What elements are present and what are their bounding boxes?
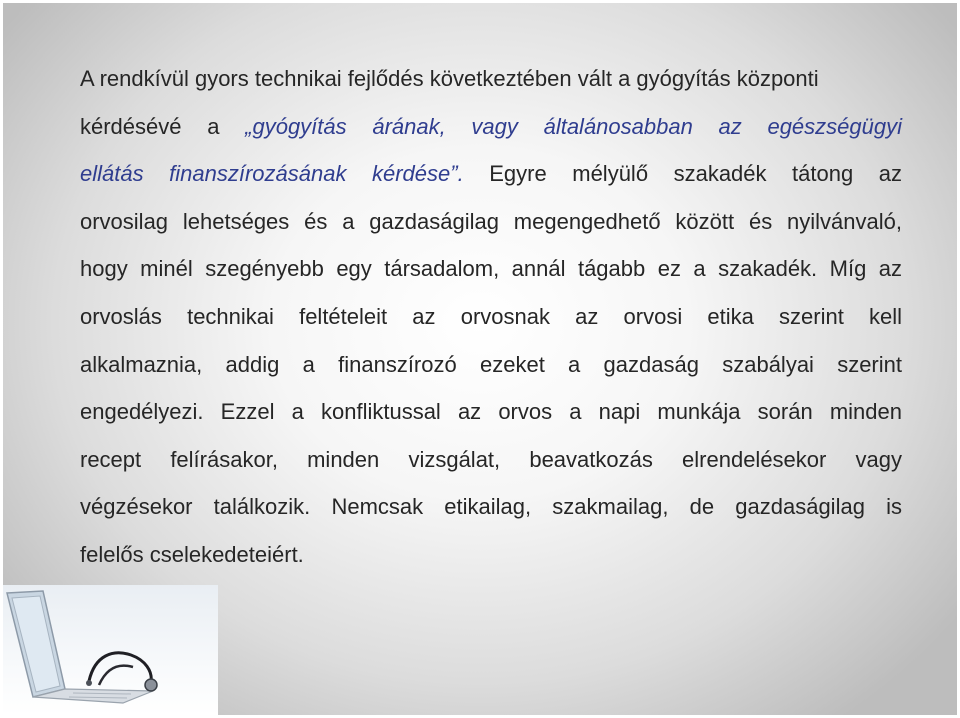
text-line-2-prefix: kérdésévé a	[80, 113, 246, 139]
laptop-stethoscope-photo	[3, 585, 218, 715]
text-line-1: A rendkívül gyors technikai fejlődés következtében vált a gyógyítás központi	[80, 66, 819, 91]
text-line-8: engedélyezi. Ezzel a konfliktussal az orvos a napi munkája során minden	[80, 399, 902, 425]
text-line-5: hogy minél szegényebb egy társadalom, annál tágabb ez a szakadék. Míg az	[80, 256, 902, 282]
text-line-2	[80, 103, 902, 151]
text-line-3-suffix: Egyre mélyülő szakadék tátong az	[463, 161, 902, 187]
emphasis-text-line-3: ellátás finanszírozásának kérdése”.	[80, 161, 464, 187]
text-line-9: recept felírásakor, minden vizsgálat, beavatkozás elrendelésekor vagy	[80, 446, 902, 472]
stethoscope-icon	[86, 653, 157, 691]
text-line-6: orvoslás technikai feltételeit az orvosnak az orvosi etika szerint kell	[80, 303, 902, 329]
text-line-7: alkalmaznia, addig a finanszírozó ezeket a gazdaság szabályai szerint	[80, 351, 902, 377]
photo-graphic	[3, 585, 218, 715]
laptop-icon	[7, 591, 153, 703]
text-line-10: végzésekor találkozik. Nemcsak etikailag, szakmailag, de gazdaságilag is	[80, 494, 902, 520]
slide	[3, 3, 957, 715]
body-paragraph	[80, 55, 902, 579]
text-line-4: orvosilag lehetséges és a gazdaságilag megengedhető között és nyilvánvaló,	[80, 208, 902, 234]
text-line-3	[80, 150, 902, 198]
text-line-11: felelős cselekedeteiért.	[80, 541, 304, 567]
emphasis-text-line-2: „gyógyítás árának, vagy általánosabban az egészségügyi	[245, 113, 902, 139]
